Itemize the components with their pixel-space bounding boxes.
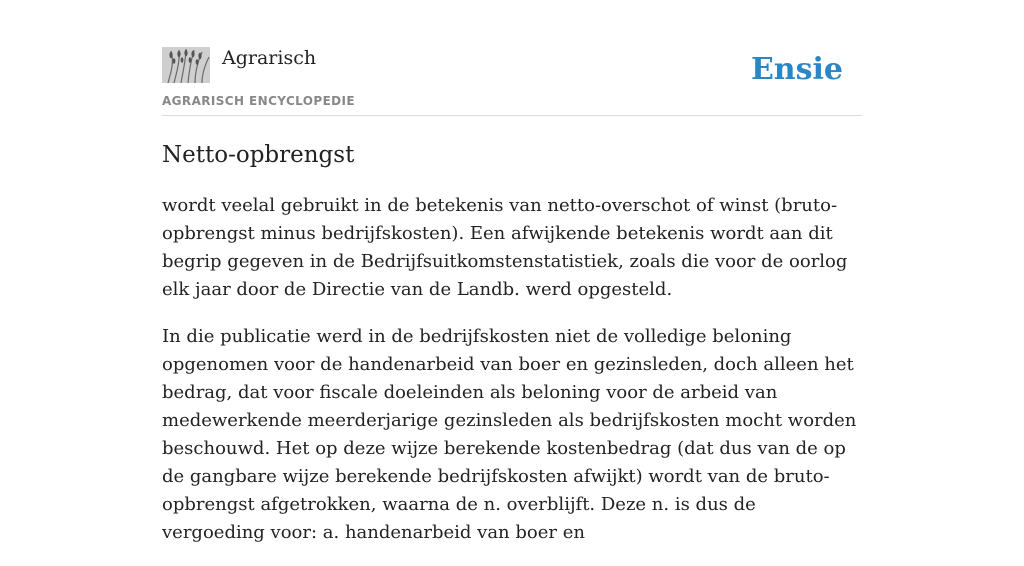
article-paragraph: In die publicatie werd in de bedrijfskosten niet de volledige beloning opgenomen voor de handenarbeid van boer en gezinsleden, doch alleen het bedrag, dat voor fiscale doeleinden als beloning voor de arbeid van medewerkende meerderjarige gezinsleden als bedrijfskosten mocht worden beschouwd. Het op deze wijze berekende kostenbedrag (dat dus van de op de gangbare wijze berekende bedrijfskosten afwijkt) wordt van de bruto-opbrengst afgetrokken, waarna de n. overblijft. Deze n. is dus de vergoeding voor: a. handenarbeid van boer en <box>162 326 857 543</box>
publisher-tag: AGRARISCH ENCYCLOPEDIE <box>162 94 355 108</box>
wheat-logo-icon[interactable] <box>162 47 210 83</box>
article-page <box>162 0 862 543</box>
publisher-name[interactable]: Agrarisch <box>222 47 317 69</box>
article-body <box>162 192 862 566</box>
article-paragraph: wordt veelal gebruikt in de betekenis van netto-overschot of winst (bruto-opbrengst minus bedrijfskosten). Een afwijkende betekenis wordt aan dit begrip gegeven in de Bedrijfsuitkomstenstatistiek, zoals die voor de oorlog elk jaar door de Directie van de Landb. werd opgesteld. <box>162 195 848 300</box>
page-title: Netto-opbrengst <box>162 142 355 168</box>
publisher-header <box>162 0 862 116</box>
ensie-brand-logo[interactable]: Ensie <box>750 52 843 87</box>
